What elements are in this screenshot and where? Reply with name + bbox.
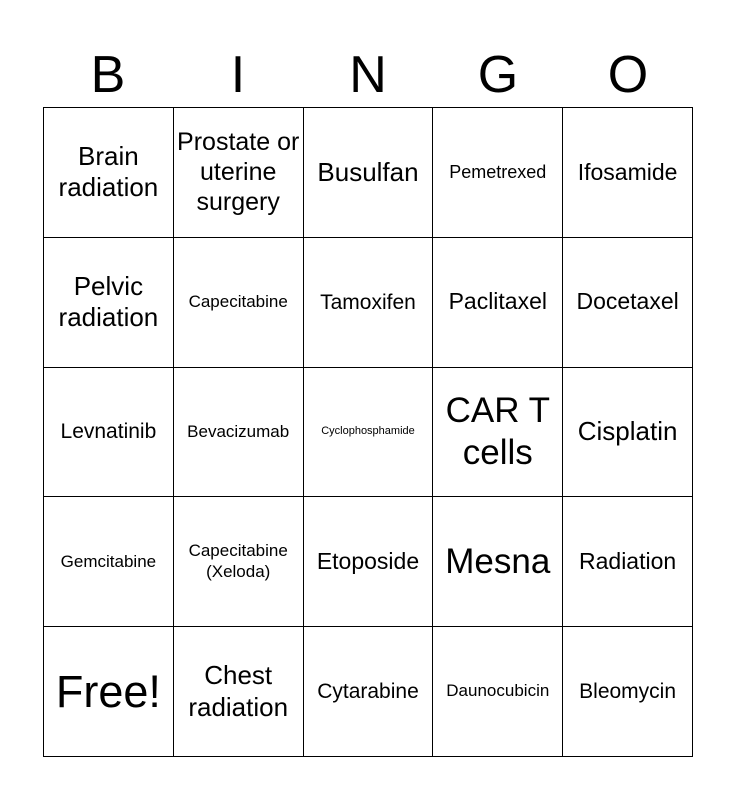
bingo-card-grid <box>43 107 693 757</box>
cell-label: Paclitaxel <box>448 288 547 315</box>
cell-label: Levnatinib <box>60 420 157 444</box>
cell-label: CAR T cells <box>445 390 550 472</box>
cell-label: Radiation <box>579 547 677 574</box>
cell-label: Prostate or uterine surgery <box>177 128 300 217</box>
cell-label: Bevacizumab <box>187 421 290 441</box>
header-letter-n: N <box>349 46 387 104</box>
bingo-cell[interactable] <box>563 238 693 368</box>
cell-label: Cyclophosphamide <box>321 425 415 438</box>
bingo-cell[interactable] <box>433 108 563 238</box>
header-letter-b: B <box>90 46 126 104</box>
cell-label: Bleomycin <box>579 680 677 703</box>
cell-label: Cytarabine <box>317 680 419 703</box>
free-space-cell[interactable] <box>44 627 174 757</box>
bingo-cell[interactable] <box>44 108 174 238</box>
cell-label: Brain radiation <box>58 141 159 203</box>
bingo-cell[interactable] <box>44 497 174 627</box>
cell-label: Chest radiation <box>188 660 289 722</box>
cell-label: Etoposide <box>316 547 420 574</box>
cell-label: Gemcitabine <box>60 551 157 571</box>
cell-label: Capecitabine <box>188 292 288 311</box>
bingo-cell[interactable] <box>563 108 693 238</box>
bingo-cell[interactable] <box>433 627 563 757</box>
cell-label: Tamoxifen <box>320 290 416 314</box>
bingo-cell[interactable] <box>174 238 304 368</box>
cell-label: Pelvic radiation <box>58 271 159 333</box>
bingo-cell[interactable] <box>304 368 434 498</box>
bingo-cell[interactable] <box>304 627 434 757</box>
header-letter-o: O <box>607 46 649 104</box>
cell-label: Cisplatin <box>577 416 678 447</box>
bingo-header <box>43 44 693 106</box>
bingo-cell[interactable] <box>433 368 563 498</box>
bingo-cell[interactable] <box>433 497 563 627</box>
bingo-cell[interactable] <box>563 368 693 498</box>
bingo-cell[interactable] <box>304 238 434 368</box>
cell-label: Docetaxel <box>576 288 679 315</box>
cell-label: Ifosamide <box>577 158 678 185</box>
free-space-label: Free! <box>55 665 161 717</box>
bingo-cell[interactable] <box>174 497 304 627</box>
bingo-cell[interactable] <box>174 368 304 498</box>
bingo-cell[interactable] <box>433 238 563 368</box>
cell-label: Daunocubicin <box>446 681 550 701</box>
bingo-cell[interactable] <box>563 627 693 757</box>
bingo-cell[interactable] <box>563 497 693 627</box>
bingo-cell[interactable] <box>304 497 434 627</box>
cell-label: Capecitabine (Xeloda) <box>188 541 288 581</box>
header-letter-i: I <box>230 46 246 104</box>
cell-label: Busulfan <box>317 156 419 187</box>
bingo-cell[interactable] <box>44 238 174 368</box>
bingo-cell[interactable] <box>304 108 434 238</box>
bingo-cell[interactable] <box>44 368 174 498</box>
bingo-cell[interactable] <box>174 108 304 238</box>
header-letter-g: G <box>477 46 519 104</box>
cell-label: Mesna <box>445 541 551 581</box>
cell-label: Pemetrexed <box>449 161 547 182</box>
bingo-cell[interactable] <box>174 627 304 757</box>
